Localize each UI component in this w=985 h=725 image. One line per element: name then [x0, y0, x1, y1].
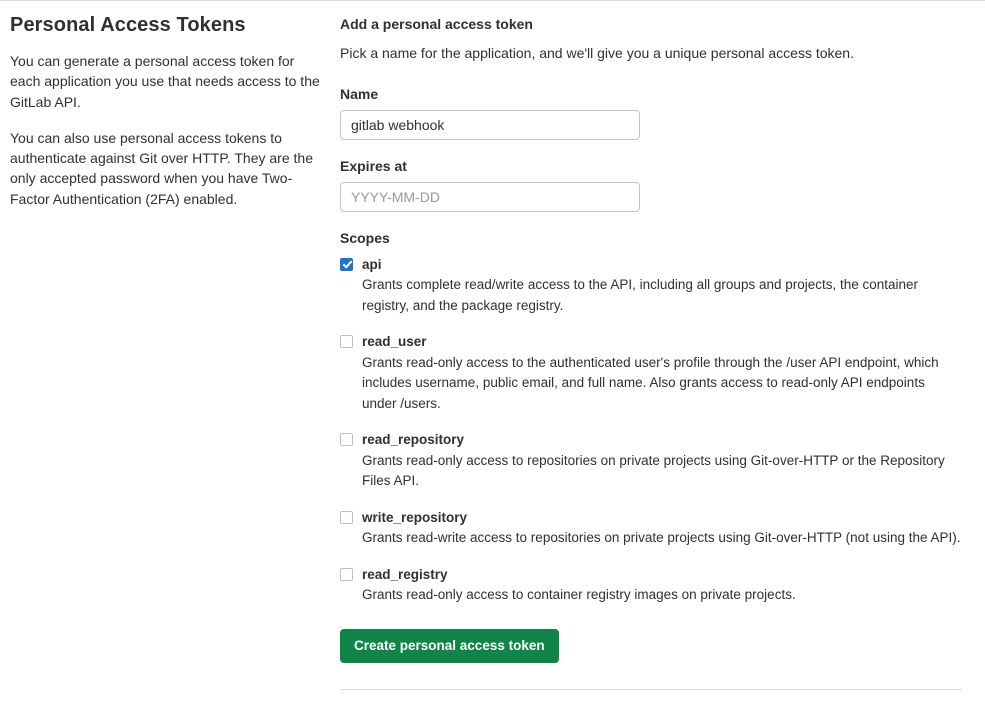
scope-row-read-user [340, 333, 962, 414]
expires-at-label: Expires at [340, 157, 407, 174]
scope-checkbox-read-user[interactable] [340, 335, 353, 348]
scope-description-api: Grants complete read/write access to the API, including all groups and projects, the container registry, and the package registry. [362, 277, 919, 313]
scope-checkbox-api[interactable] [340, 258, 353, 271]
form-description: Pick a name for the application, and we'll give you a unique personal access token. [340, 45, 854, 61]
scope-name-read-repository: read_repository [362, 432, 465, 448]
scope-name-api: api [362, 256, 382, 272]
scope-row-api [340, 256, 962, 317]
scopes-label: Scopes [340, 229, 390, 246]
sidebar-description [0, 14, 322, 690]
scope-description-read-registry: Grants read-only access to container registry images on private projects. [362, 587, 796, 603]
name-label: Name [340, 85, 379, 102]
bottom-divider [340, 689, 962, 690]
sidebar-paragraph-2: You can also use personal access tokens to authenticate against Git over HTTP. They are the only accepted password when you have Two-Factor Authentication (2FA) enabled. [10, 129, 313, 207]
top-divider [0, 0, 985, 1]
form-title: Add a personal access token [340, 16, 533, 32]
scope-checkbox-read-registry[interactable] [340, 568, 353, 581]
name-input[interactable] [340, 110, 640, 140]
expires-at-input[interactable] [340, 182, 640, 212]
expires-field-block [340, 158, 962, 212]
name-field-block [340, 86, 962, 140]
scope-name-read-registry: read_registry [362, 566, 448, 582]
scope-description-write-repository: Grants read-write access to repositories on private projects using Git-over-HTTP (not using the API). [362, 530, 961, 546]
scope-row-read-repository [340, 431, 962, 492]
token-form [322, 14, 962, 690]
scope-description-read-user: Grants read-only access to the authenticated user's profile through the /user API endpoint, which includes username, public email, and full name. Also grants access to read-only API endpoints under /users. [362, 354, 939, 411]
scope-name-write-repository: write_repository [362, 509, 468, 525]
scope-row-write-repository [340, 509, 962, 549]
scope-row-read-registry [340, 566, 962, 606]
page-title: Personal Access Tokens [10, 14, 246, 36]
scope-checkbox-write-repository[interactable] [340, 511, 353, 524]
sidebar-paragraph-1: You can generate a personal access token for each application you use that needs access to the GitLab API. [10, 53, 320, 110]
scope-checkbox-read-repository[interactable] [340, 433, 353, 446]
scope-name-read-user: read_user [362, 334, 427, 350]
scope-description-read-repository: Grants read-only access to repositories on private projects using Git-over-HTTP or the Repository Files API. [362, 452, 945, 489]
create-personal-access-token-button[interactable]: Create personal access token [340, 629, 559, 663]
